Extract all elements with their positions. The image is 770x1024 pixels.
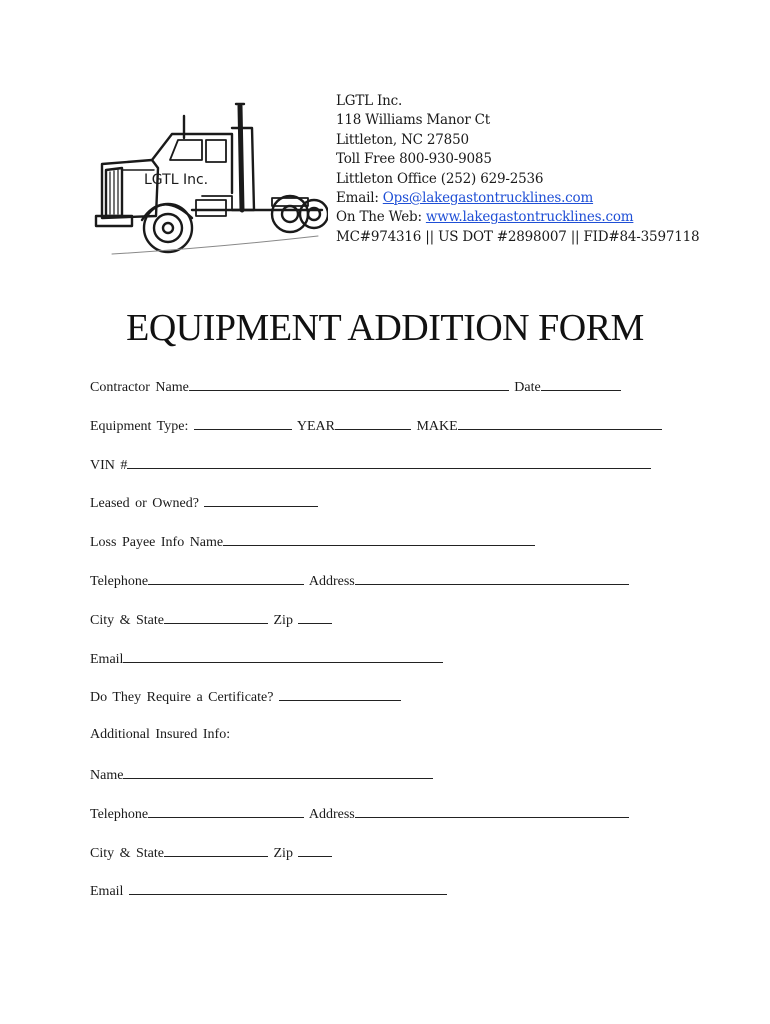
city-state-label: City & State bbox=[90, 612, 164, 628]
email-link[interactable]: Ops@lakegastontrucklines.com bbox=[382, 190, 594, 207]
company-office-phone: Littleton Office (252) 629-2536 bbox=[336, 170, 544, 187]
contractor-name-label: Contractor Name bbox=[90, 380, 189, 395]
contractor-row bbox=[90, 378, 662, 417]
company-city: Littleton, NC 27850 bbox=[336, 131, 469, 148]
telephone-address-row bbox=[90, 572, 662, 611]
address-field-2[interactable] bbox=[355, 805, 629, 818]
year-label: YEAR bbox=[296, 418, 335, 434]
email-label-form: Email bbox=[90, 651, 124, 667]
vin-row bbox=[90, 456, 662, 495]
address-label-2: Address bbox=[308, 806, 355, 822]
telephone-label: Telephone bbox=[90, 573, 149, 589]
city-state-field-2[interactable] bbox=[164, 844, 268, 857]
company-name: LGTL Inc. bbox=[336, 93, 403, 109]
address-label: Address bbox=[308, 573, 355, 589]
certificate-field[interactable] bbox=[279, 688, 401, 701]
telephone-field[interactable] bbox=[148, 572, 304, 585]
logo-text: LGTL Inc. bbox=[144, 172, 209, 188]
address-field[interactable] bbox=[355, 572, 629, 585]
zip-label: Zip bbox=[273, 612, 293, 628]
email-field-2[interactable] bbox=[129, 882, 447, 895]
zip-label-2: Zip bbox=[273, 845, 293, 861]
email-row-2 bbox=[90, 882, 662, 921]
additional-insured-label: Additional Insured Info: bbox=[90, 727, 231, 743]
equipment-row bbox=[90, 417, 662, 456]
web-label: On The Web: bbox=[336, 209, 426, 226]
certificate-label: Do They Require a Certificate? bbox=[90, 690, 274, 706]
leased-owned-label: Leased or Owned? bbox=[90, 496, 199, 512]
company-info bbox=[336, 92, 699, 247]
make-label: MAKE bbox=[416, 418, 458, 434]
name-label: Name bbox=[90, 767, 124, 783]
loss-payee-field[interactable] bbox=[223, 533, 535, 546]
vin-label: VIN # bbox=[90, 457, 128, 473]
web-link[interactable]: www.lakegastontrucklines.com bbox=[425, 209, 634, 226]
city-zip-row-2 bbox=[90, 844, 662, 883]
vin-field[interactable] bbox=[127, 456, 651, 469]
telephone-address-row-2 bbox=[90, 805, 662, 844]
company-ids: MC#974316 || US DOT #2898007 || FID#84-3597118 bbox=[336, 228, 700, 245]
additional-insured-row bbox=[90, 727, 662, 766]
company-street: 118 Williams Manor Ct bbox=[336, 112, 491, 129]
certificate-row bbox=[90, 688, 662, 727]
loss-payee-row bbox=[90, 533, 662, 572]
date-field[interactable] bbox=[541, 378, 621, 391]
company-web-row bbox=[336, 208, 699, 227]
name-field[interactable] bbox=[123, 766, 433, 779]
city-state-field[interactable] bbox=[164, 611, 268, 624]
zip-field-2[interactable] bbox=[298, 844, 332, 857]
loss-payee-label: Loss Payee Info Name bbox=[90, 535, 224, 551]
city-zip-row bbox=[90, 611, 662, 650]
city-state-label-2: City & State bbox=[90, 845, 164, 861]
leased-owned-row bbox=[90, 494, 662, 533]
truck-logo bbox=[92, 98, 328, 260]
zip-field[interactable] bbox=[298, 611, 332, 624]
email-row bbox=[90, 650, 662, 689]
leased-owned-field[interactable] bbox=[204, 494, 318, 507]
make-field[interactable] bbox=[458, 417, 662, 430]
year-field[interactable] bbox=[335, 417, 411, 430]
telephone-field-2[interactable] bbox=[148, 805, 304, 818]
form-title: EQUIPMENT ADDITION FORM bbox=[126, 307, 644, 349]
equipment-form bbox=[90, 378, 662, 921]
company-toll-free: Toll Free 800-930-9085 bbox=[336, 151, 492, 168]
company-email-row bbox=[336, 189, 699, 208]
email-label: Email: bbox=[336, 190, 383, 207]
name-row bbox=[90, 766, 662, 805]
contractor-name-field[interactable] bbox=[189, 378, 509, 391]
date-label: Date bbox=[514, 380, 541, 395]
equipment-type-label: Equipment Type: bbox=[90, 418, 189, 434]
email-field[interactable] bbox=[123, 650, 443, 663]
email-label-2: Email bbox=[90, 884, 124, 900]
telephone-label-2: Telephone bbox=[90, 806, 149, 822]
equipment-type-field[interactable] bbox=[194, 417, 292, 430]
